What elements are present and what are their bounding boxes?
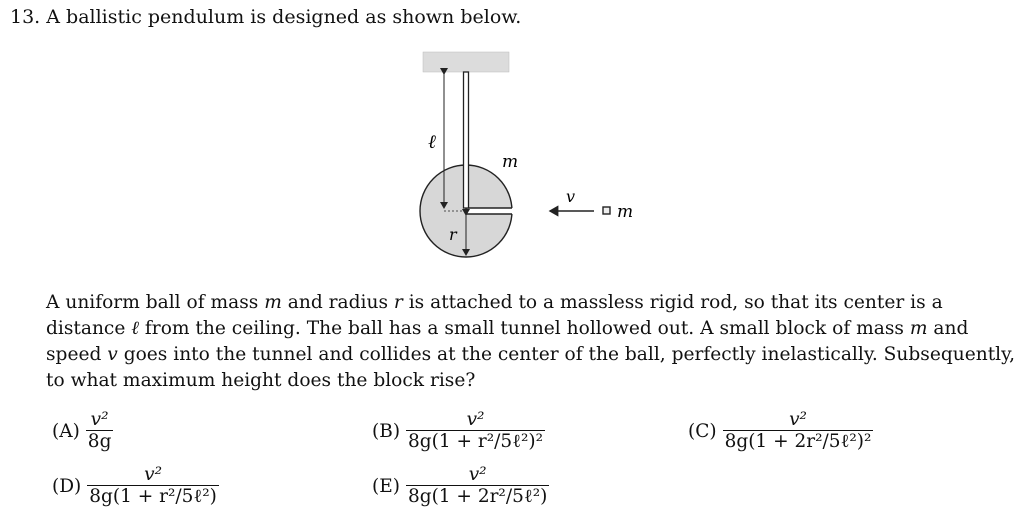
math-var: m (264, 292, 282, 313)
rod (464, 72, 469, 208)
tunnel (466, 208, 514, 214)
choice-fraction (723, 410, 874, 453)
choice-e[interactable] (372, 465, 549, 508)
numerator: v² (466, 409, 485, 430)
numerator: v² (468, 464, 487, 485)
numerator: v² (789, 409, 807, 430)
block-mass-label: m (617, 202, 634, 222)
question-number: 13. (10, 6, 41, 28)
choice-fraction (86, 410, 114, 453)
math-var: r (393, 292, 403, 313)
small-block (603, 207, 610, 214)
choice-c[interactable] (688, 410, 873, 453)
choice-label: (B) (372, 421, 401, 442)
radius-label: r (449, 225, 457, 244)
math-var: v (107, 344, 118, 365)
numerator: v² (90, 409, 109, 430)
choice-label: (A) (52, 421, 80, 442)
text-segment: A uniform ball of mass (46, 292, 265, 313)
choice-fraction (87, 465, 219, 508)
choice-b[interactable] (372, 410, 545, 453)
choice-d[interactable] (52, 465, 219, 508)
problem-paragraph (46, 290, 1018, 394)
choice-label: (E) (372, 476, 400, 497)
text-segment: is attached to a massless rigid rod, so that its center is a distance (46, 292, 943, 339)
choice-fraction (406, 465, 549, 508)
choice-fraction (406, 410, 545, 453)
choice-a[interactable] (52, 410, 113, 453)
text-segment: and radius (281, 292, 394, 313)
math-var: m (909, 318, 928, 339)
text-segment: from the ceiling. The ball has a small tunnel hollowed out. A small block of mass (139, 318, 910, 339)
math-var: ℓ (131, 318, 140, 339)
choice-label: (C) (688, 421, 717, 442)
ball-mass-label: m (502, 152, 519, 172)
velocity-label: v (566, 187, 576, 206)
text-segment: goes into the tunnel and collides at the center of the ball, perfectly inelastically. Subsequently, to what maximum height does the block rise? (46, 344, 1016, 391)
denominator: 8g(1 + 2r²/5ℓ²) (407, 486, 548, 507)
denominator: 8g(1 + r²/5ℓ²) (89, 486, 217, 507)
denominator: 8g (87, 431, 112, 452)
denominator: 8g(1 + r²/5ℓ²)² (408, 431, 544, 452)
length-label: ℓ (428, 131, 436, 153)
ceiling (423, 52, 509, 72)
question-intro: A ballistic pendulum is designed as shown below. (46, 6, 522, 28)
numerator: v² (144, 464, 163, 485)
text-segment: and speed (46, 318, 969, 365)
denominator: 8g(1 + 2r²/5ℓ²)² (724, 431, 872, 452)
choice-label: (D) (52, 476, 82, 497)
